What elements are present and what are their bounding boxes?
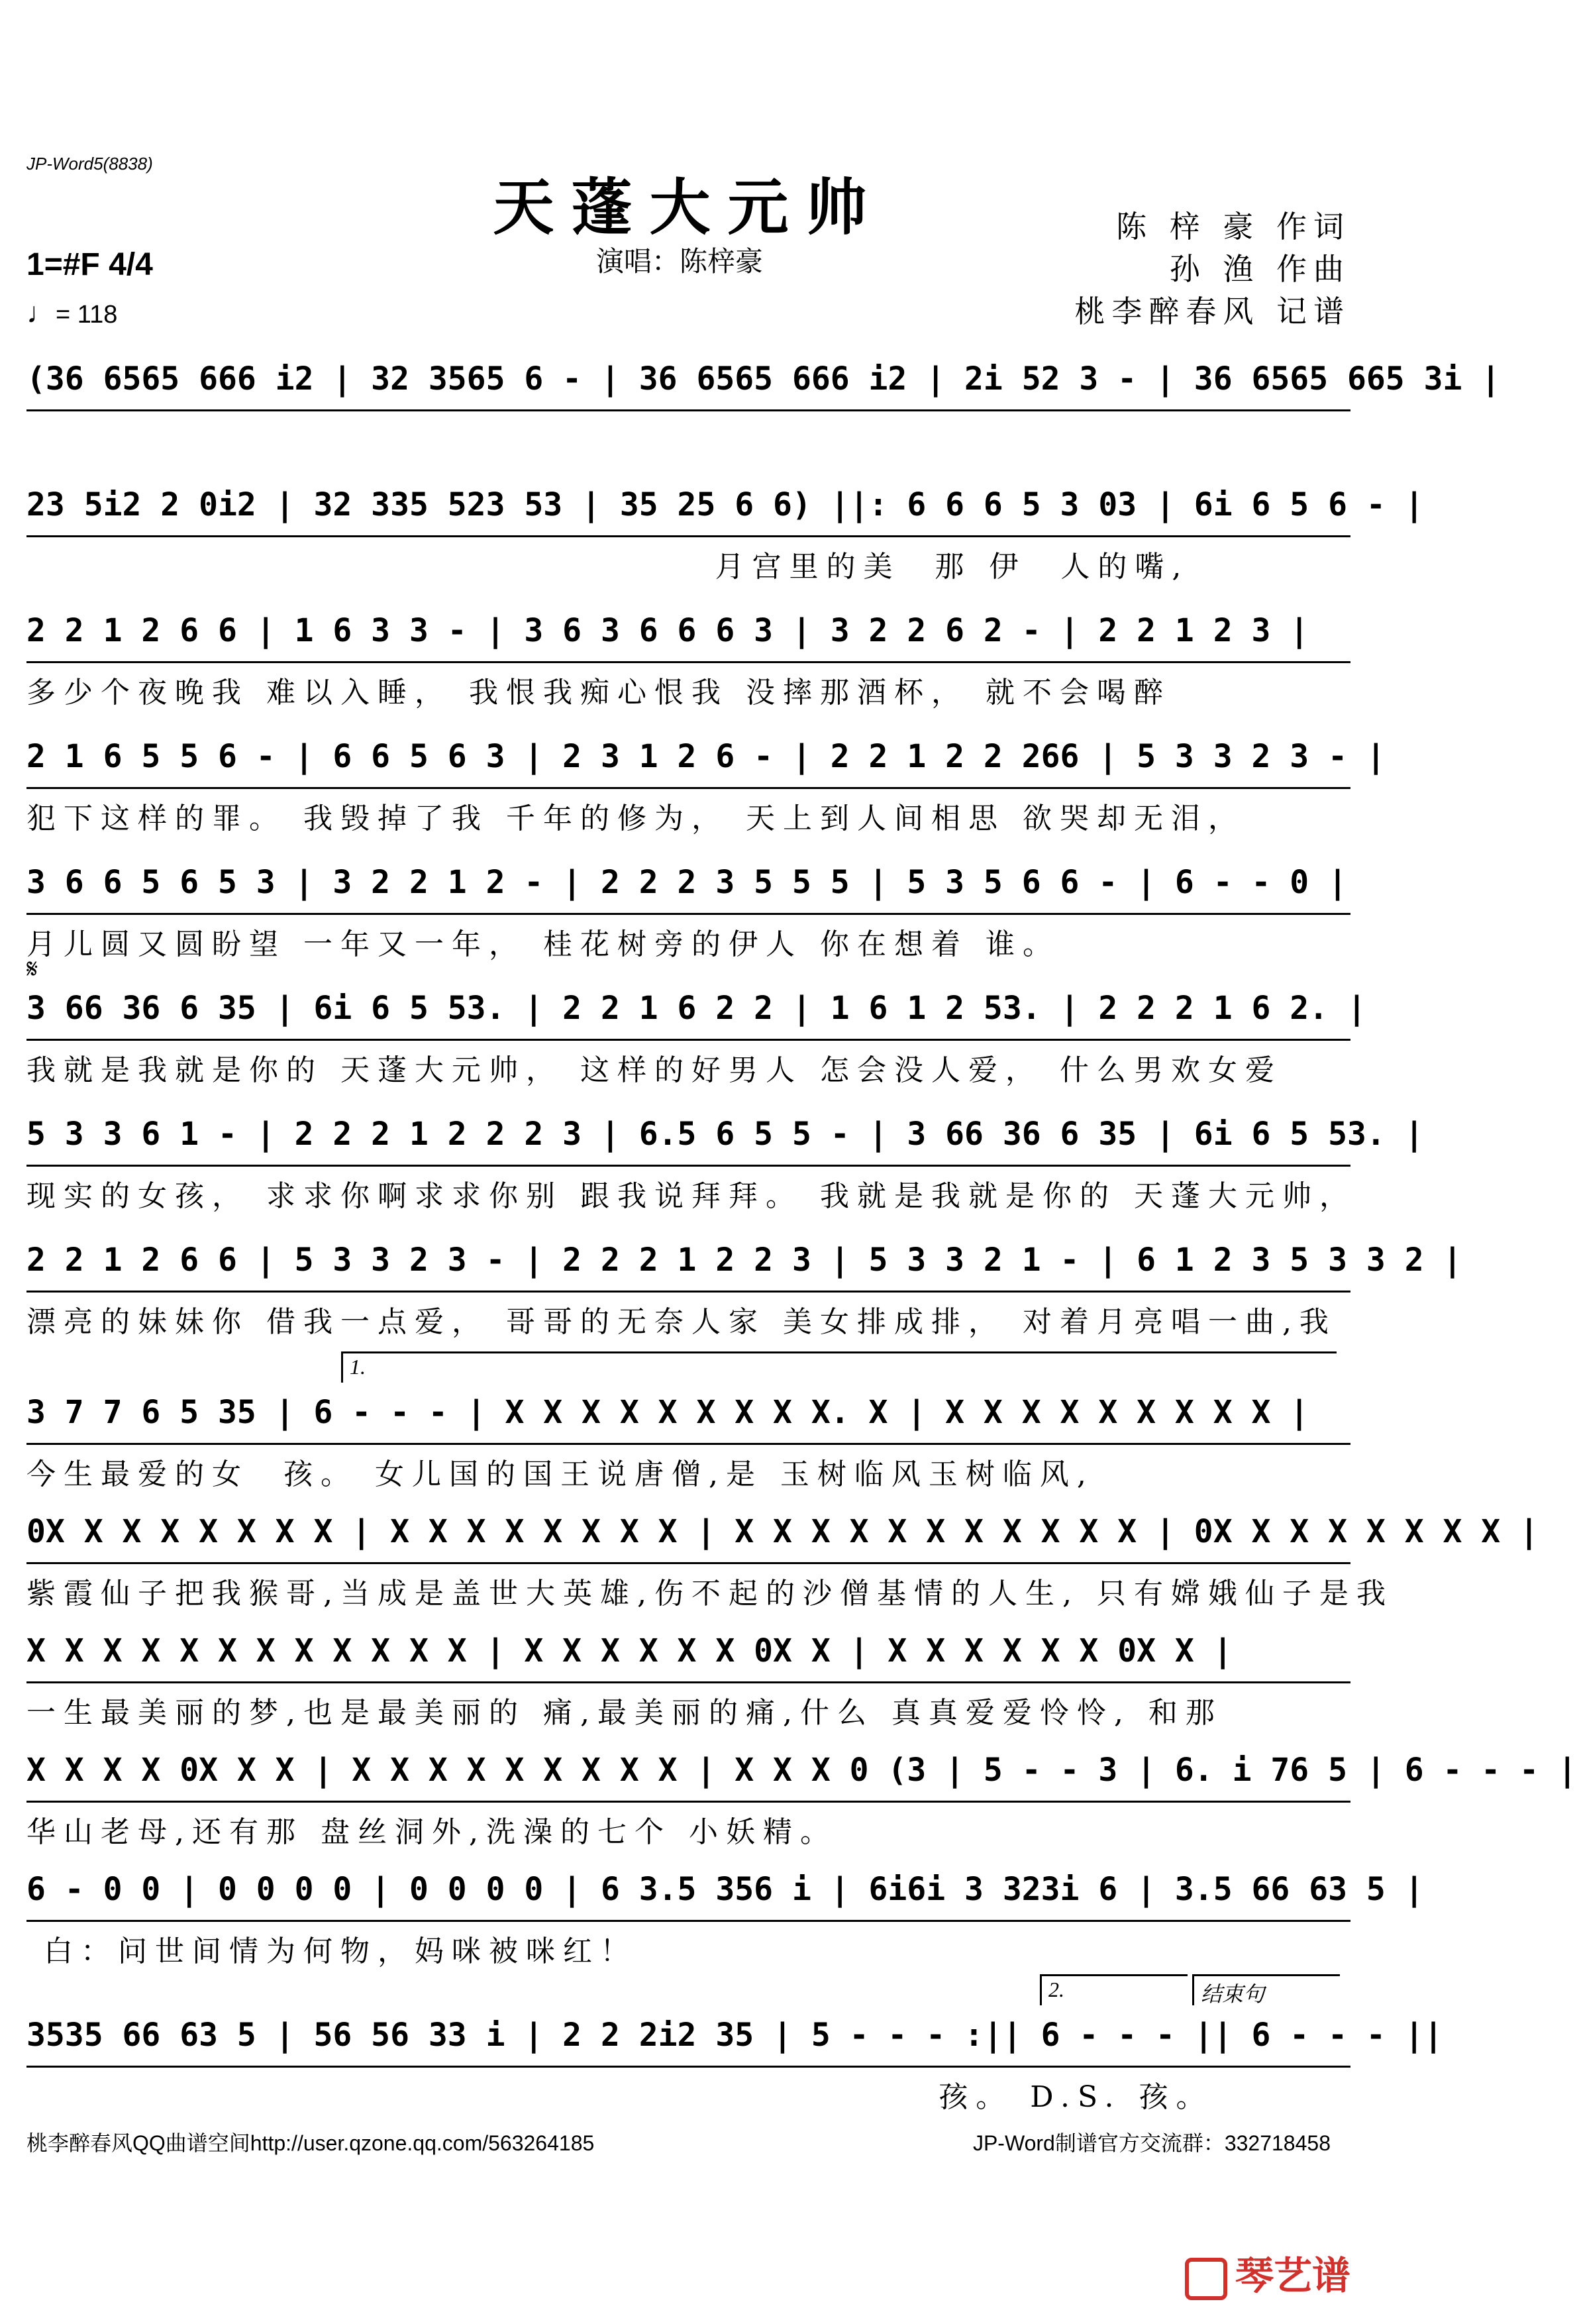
lyricist-credit: 陈 梓 豪 作词 [1116, 209, 1350, 244]
footer-group-info: JP-Word制谱官方交流群：332718458 [972, 2131, 1331, 2155]
notation-line: (36 6565 666 i2 | 32 3565 6 - | 36 6565 666 i2 | 2i 52 3 - | 36 6565 665 3i | [26, 358, 1350, 411]
site-watermark [1185, 2245, 1350, 2300]
lyrics-line: 紫霞仙子把我猴哥,当成是盖世大英雄,伤不起的沙僧基情的人生, 只有嫦娥仙子是我 [26, 1577, 1394, 1611]
lyrics-line: 华山老母,还有那 盘丝洞外,洗澡的七个 小妖精。 [26, 1815, 837, 1849]
qinyipu-logo-icon [1185, 2258, 1227, 2300]
score-system [26, 1868, 1424, 1974]
score-system [26, 2014, 1443, 2119]
lyrics-line: 一生最美丽的梦,也是最美丽的 痛,最美丽的痛,什么 真真爱爱怜怜, 和那 [26, 1696, 1223, 1730]
key-signature: 1=#F 4/4 [26, 247, 153, 282]
score-system [26, 1749, 1577, 1854]
notation-line: 2 2 1 2 6 6 | 1 6 3 3 - | 3 6 3 6 6 6 3 | 3 2 2 6 2 - | 2 2 1 2 3 | [26, 609, 1350, 663]
score-system [26, 484, 1424, 589]
notation-line: 6 - 0 0 | 0 0 0 0 | 0 0 0 0 | 6 3.5 356 i | 6i6i 3 323i 6 | 3.5 66 63 5 | [26, 1868, 1350, 1922]
page-title: 天蓬大元帅 [493, 172, 884, 243]
quarter-note-icon: ♩ [26, 297, 56, 329]
score-system [26, 987, 1366, 1092]
watermark-text: 琴艺谱 [1235, 2254, 1350, 2298]
score-system [26, 1239, 1462, 1344]
composer-credit: 孙 渔 作曲 [1169, 251, 1350, 287]
notation-line: 2 1 6 5 5 6 - | 6 6 5 6 3 | 2 3 1 2 6 - | 2 2 1 2 2 266 | 5 3 3 2 3 - | [26, 735, 1350, 789]
score-system [26, 861, 1350, 967]
notation-line: X X X X 0X X X | X X X X X X X X X | X X X 0 (3 | 5 - - 3 | 6. i 76 5 | 6 - - - | [26, 1749, 1350, 1803]
score-system [26, 1510, 1539, 1616]
coda-ending-bracket: 结束句 [1192, 1974, 1340, 2005]
notation-line: X X X X X X X X X X X X | X X X X X X 0X X | X X X X X X 0X X | [26, 1630, 1350, 1683]
score-system [26, 609, 1350, 715]
first-ending-bracket: 1. [341, 1351, 1337, 1383]
score-system [26, 1391, 1350, 1497]
notation-line: 0X X X X X X X X | X X X X X X X X | X X X X X X X X X X X | 0X X X X X X X X | [26, 1510, 1350, 1564]
notation-line: 3 7 7 6 5 35 | 6 - - - | X X X X X X X X X. X | X X X X X X X X X | [26, 1391, 1350, 1445]
score-system [26, 735, 1386, 841]
second-ending-bracket: 2. [1040, 1974, 1188, 2005]
notation-line: 2 2 1 2 6 6 | 5 3 3 2 3 - | 2 2 2 1 2 2 3 | 5 3 3 2 1 - | 6 1 2 3 5 3 3 2 | [26, 1239, 1350, 1293]
footer-qzone-link[interactable]: 桃李醉春风QQ曲谱空间http://user.qzone.qq.com/563264185 [26, 2131, 595, 2155]
lyrics-line: 月儿圆又圆盼望 一年又一年， 桂花树旁的伊人 你在想着 谁。 [26, 927, 1060, 961]
notation-line: 5 3 3 6 1 - | 2 2 2 1 2 2 2 3 | 6.5 6 5 5 - | 3 66 36 6 35 | 6i 6 5 53. | [26, 1113, 1350, 1167]
notation-line: 3 66 36 6 35 | 6i 6 5 53. | 2 2 1 6 2 2 | 1 6 1 2 53. | 2 2 2 1 6 2. | [26, 987, 1350, 1041]
lyrics-line: 我就是我就是你的 天蓬大元帅， 这样的好男人 怎会没人爱， 什么男欢女爱 [26, 1053, 1282, 1087]
notation-line: 3 6 6 5 6 5 3 | 3 2 2 1 2 - | 2 2 2 3 5 5 5 | 5 3 5 6 6 - | 6 - - 0 | [26, 861, 1350, 915]
lyrics-line: 犯下这样的罪。 我毁掉了我 千年的修为， 天上到人间相思 欲哭却无泪， [26, 802, 1245, 835]
score-system [26, 358, 1501, 463]
singer-credit: 演唱：陈梓豪 [596, 245, 764, 278]
lyrics-line: 现实的女孩， 求求你啊求求你别 跟我说拜拜。 我就是我就是你的 天蓬大元帅， [26, 1179, 1356, 1213]
lyrics-line: 今生最爱的女 孩。 女儿国的国王说唐僧,是 玉树临风玉树临风, [26, 1457, 1094, 1491]
score-system [26, 1630, 1350, 1735]
lyrics-line [26, 419, 1350, 463]
software-label: JP-Word5(8838) [26, 154, 153, 174]
lyrics-line: 白：问世间情为何物，妈咪被咪红！ [26, 1934, 637, 1968]
lyrics-line: 孩。 D.S. 孩。 [26, 2080, 1213, 2114]
credits-block [1074, 205, 1350, 333]
notation-line: 23 5i2 2 0i2 | 32 335 523 53 | 35 25 6 6) ||: 6 6 6 5 3 03 | 6i 6 5 6 - | [26, 484, 1350, 537]
lyrics-line: 多少个夜晚我 难以入睡， 我恨我痴心恨我 没摔那酒杯， 就不会喝醉 [26, 676, 1171, 710]
tempo-marking [26, 297, 117, 330]
tempo-value: = 118 [56, 301, 118, 329]
segno-sign: 𝄋 [26, 954, 38, 984]
notation-line: 3535 66 63 5 | 56 56 33 i | 2 2 2i2 35 | 5 - - - :|| 6 - - - || 6 - - - || [26, 2014, 1350, 2068]
lyrics-line: 月宫里的美 那 伊 人的嘴, [26, 550, 1190, 584]
score-system [26, 1113, 1424, 1218]
transcriber-credit: 桃李醉春风 记谱 [1074, 293, 1350, 329]
lyrics-line: 漂亮的妹妹你 借我一点爱， 哥哥的无奈人家 美女排成排， 对着月亮唱一曲,我 [26, 1305, 1337, 1339]
